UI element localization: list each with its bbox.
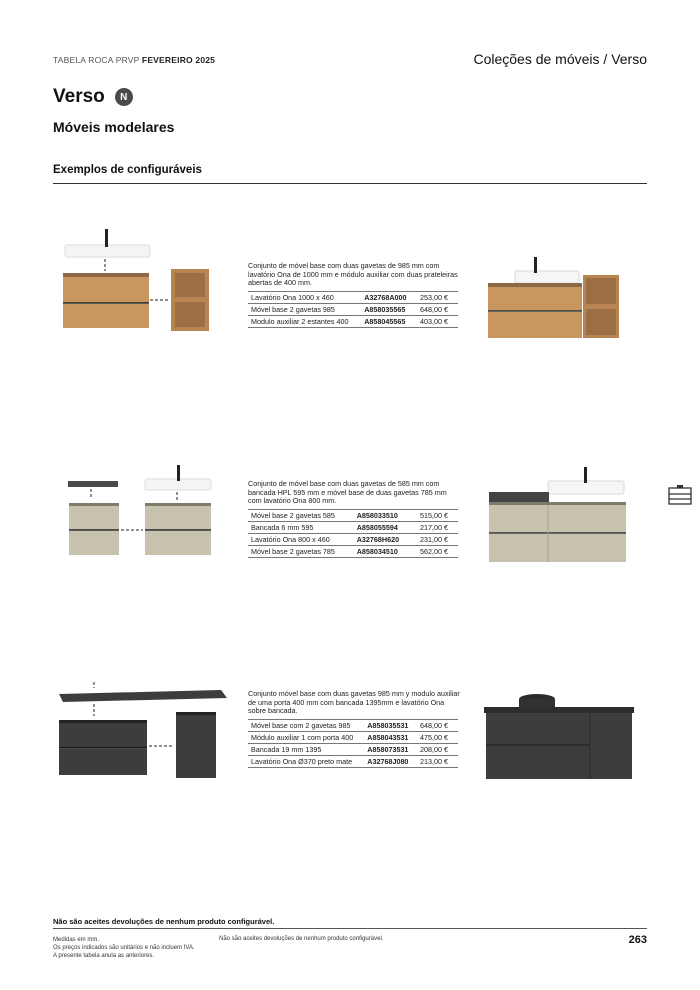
- product-name: Modulo auxiliar 2 estantes 400: [248, 315, 360, 327]
- product-name: Lavatório Ona Ø370 preto mate: [248, 755, 363, 767]
- product-name: Bancada 6 mm 595: [248, 521, 353, 533]
- product-price: 475,00 €: [414, 731, 458, 743]
- exploded-view-sage-illustration: [53, 455, 238, 565]
- footer-note-line: Medidas em mm.: [53, 937, 100, 943]
- product-code: A858055594: [353, 521, 410, 533]
- price-table: [248, 719, 458, 768]
- footer-divider: [53, 928, 647, 929]
- product-price: 403,00 €: [413, 315, 458, 327]
- example-2-info: [248, 480, 460, 558]
- example-description: Conjunto de móvel base com duas gavetas de 585 mm com bancada HPL 595 mm e móvel base de duas gavetas 785 mm com lavatório Ona 800 mm.: [248, 479, 447, 506]
- price-table: [248, 291, 458, 328]
- returns-note: Não são aceites devoluções de nenhum produto configurável.: [53, 917, 275, 926]
- catalog-name: TABELA ROCA PRVP: [53, 55, 140, 65]
- example-3-info: [248, 690, 460, 768]
- product-code: A858033510: [353, 509, 410, 521]
- product-name: Móvel base 2 gavetas 585: [248, 509, 353, 521]
- product-code: A32768J080: [363, 755, 414, 767]
- section-title: Exemplos de configuráveis: [53, 164, 202, 176]
- title-row: [53, 86, 133, 108]
- product-price: 648,00 €: [414, 719, 458, 731]
- page-title: Verso: [53, 86, 105, 107]
- product-price: 515,00 €: [410, 509, 458, 521]
- table-row: [248, 521, 458, 533]
- product-code: A858043531: [363, 731, 414, 743]
- product-name: Lavatório Ona 1000 x 460: [248, 291, 360, 303]
- example-1-info: [248, 262, 460, 328]
- product-code: A858045565: [360, 315, 413, 327]
- product-price: 213,00 €: [414, 755, 458, 767]
- product-name: Bancada 19 mm 1395: [248, 743, 363, 755]
- product-name: Módulo auxiliar 1 com porta 400: [248, 731, 363, 743]
- product-price: 231,00 €: [410, 533, 458, 545]
- exploded-view-oak-illustration: [53, 225, 238, 335]
- product-code: A858034510: [353, 545, 410, 557]
- table-row: [248, 545, 458, 557]
- table-row: [248, 719, 458, 731]
- furniture-icon: [667, 484, 693, 506]
- table-row: [248, 743, 458, 755]
- assembled-oak-product-photo: [480, 247, 640, 357]
- page-number: 263: [628, 934, 647, 946]
- product-name: Móvel base com 2 gavetas 985: [248, 719, 363, 731]
- product-price: 562,00 €: [410, 545, 458, 557]
- table-row: [248, 303, 458, 315]
- product-price: 217,00 €: [410, 521, 458, 533]
- price-table: [248, 509, 458, 558]
- section-divider: [53, 183, 647, 184]
- product-code: A32768A000: [360, 291, 413, 303]
- footer-note-line: A presente tabela anula as anteriores.: [53, 953, 155, 959]
- product-code: A32768H620: [353, 533, 410, 545]
- exploded-view-anthracite-illustration: [53, 680, 238, 790]
- table-row: [248, 533, 458, 545]
- catalog-header: [53, 55, 215, 65]
- footer-returns-text: Não são aceites devoluções de nenhum produto configurável.: [219, 936, 384, 942]
- catalog-date: FEVEREIRO 2025: [141, 55, 216, 65]
- table-row: [248, 755, 458, 767]
- product-name: Móvel base 2 gavetas 785: [248, 545, 353, 557]
- product-name: Móvel base 2 gavetas 985: [248, 303, 360, 315]
- page-subtitle: Móveis modelares: [53, 119, 175, 135]
- product-price: 648,00 €: [413, 303, 458, 315]
- assembled-anthracite-product-photo: [482, 685, 637, 795]
- footer-note-line: Os preços indicados são unitários e não incluem IVA.: [53, 945, 195, 951]
- table-row: [248, 509, 458, 521]
- product-code: A858073531: [363, 743, 414, 755]
- table-row: [248, 291, 458, 303]
- product-name: Lavatório Ona 800 x 460: [248, 533, 353, 545]
- footer-notes: [53, 936, 195, 960]
- product-code: A858035565: [360, 303, 413, 315]
- product-code: A858035531: [363, 719, 414, 731]
- product-price: 253,00 €: [413, 291, 458, 303]
- product-price: 208,00 €: [414, 743, 458, 755]
- example-description: Conjunto móvel base com duas gavetas 985 mm y modulo auxiliar de uma porta 400 mm com bancada 1395mm e lavatório Ona sobre bancada.: [248, 689, 460, 716]
- table-row: [248, 731, 458, 743]
- collection-header: Coleções de móveis / Verso: [473, 51, 647, 67]
- table-row: [248, 315, 458, 327]
- example-description: Conjunto de móvel base com duas gavetas de 985 mm com lavatório Ona de 1000 mm e módulo auxiliar com duas prateleiras abertas de 400 mm.: [248, 261, 458, 288]
- assembled-sage-product-photo: [484, 465, 634, 575]
- new-badge: N: [115, 88, 133, 106]
